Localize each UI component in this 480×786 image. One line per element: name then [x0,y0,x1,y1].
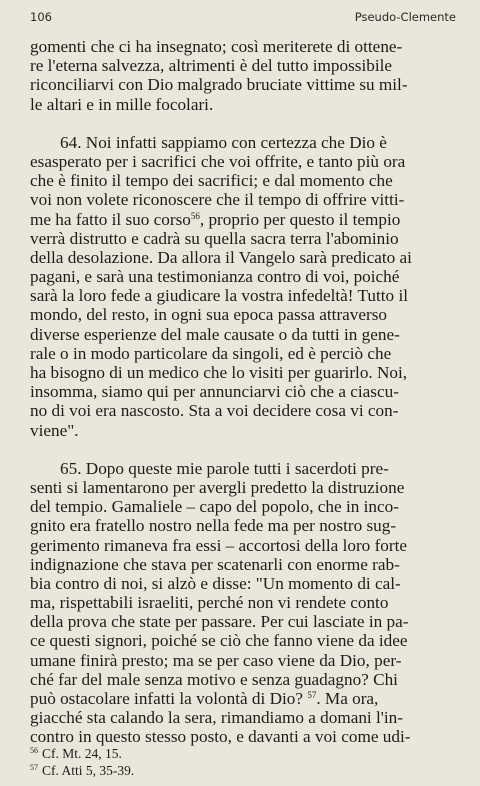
text-line: verrà distrutto e cadrà su quella sacra terra l'abominio [30,228,399,248]
text-line: voi non volete riconoscere che il tempo di offrire vitti- [30,190,405,210]
text-line: insomma, siamo qui per annunciarvi ciò che a ciascu- [30,382,399,402]
text-line: ma, rispettabili israeliti, perché non vi rendete conto [30,593,389,613]
text-line: le altari e in mille focolari. [30,94,214,114]
text-line: 65. Dopo queste mie parole tutti i sacerdoti pre- [60,458,389,478]
text-line: re l'eterna salvezza, altrimenti è del tutto impossibile [30,56,392,76]
text-line: ha bisogno di un medico che lo visiti per guarirlo. Noi, [30,363,408,382]
page-header [30,10,456,28]
footnote [30,762,460,779]
text-segment: . Ma ora, [316,689,379,708]
footnote-ref-57[interactable]: 57 [307,690,317,700]
text-line: viene". [30,420,79,440]
text-line: indignazione che stava per scatenarli con enorme rab- [30,554,400,574]
footnote-ref-56[interactable]: 56 [190,210,200,221]
text-line: umane finirà presto; ma se per caso viene da Dio, per- [30,650,402,670]
text-line: no di voi era nascosto. Sta a voi decidere cosa vi con- [30,401,399,421]
text-segment: può ostacolare infatti la volontà di Dio? [30,689,304,708]
text-line: sarà la loro fede a giudicare la vostra infedeltà! Tutto il [30,286,408,306]
text-line: pagani, e sarà una testimonianza contro di voi, poiché [30,267,400,287]
text-line [30,210,462,229]
text-line: 64. Noi infatti sappiamo con certezza che Dio è [60,132,387,152]
text-line: ce questi signori, poiché se ciò che fanno viene da idee [30,631,408,651]
footnotes [30,745,460,779]
page-number: 106 [30,10,52,24]
text-segment: , proprio per questo il tempio [199,209,401,229]
text-line: ché far del male senza motivo e senza guadagno? Chi [30,669,398,689]
text-line: senti si lamentarono per avergli predetto la distruzione [30,477,405,497]
text-line: della desolazione. Da allora il Vangelo sarà predicato ai [30,247,412,267]
footnote-number: 57 [30,763,38,772]
text-line: rale o in modo particolare da singoli, ed è perciò che [30,343,392,363]
text-line: giacché sta calando la sera, rimandiamo a domani l'in- [30,708,403,728]
footnote-number: 56 [30,746,38,755]
text-line: gerimento rimaneva fra essi – accortosi della loro forte [30,535,408,555]
text-line: gomenti che ci ha insegnato; così meriterete di ottene- [30,37,403,56]
running-title: Pseudo-Clemente [354,10,456,24]
text-line: esasperato per i sacrifici che voi offrite, e tanto più ora [30,151,406,171]
text-line: della prova che state per passare. Per cui lasciate in pa- [30,612,409,632]
body-text [30,37,462,747]
footnote-text: Cf. Mt. 24, 15. [42,746,122,761]
text-line: mondo, del resto, in ogni sua epoca passa attraverso [30,305,388,325]
footnote [30,745,460,762]
text-line: contro in questo stesso posto, e davanti a voi come udi- [30,727,411,747]
text-line: bia contro di noi, si alzò e disse: "Un momento di cal- [30,573,401,593]
footnote-text: Cf. Atti 5, 35-39. [42,763,135,778]
text-line: diverse esperienze del male causate o da tutti in gene- [30,324,400,344]
text-line: del tempio. Gamaliele – capo del popolo, che in inco- [30,497,399,517]
text-line [30,689,462,708]
text-line: riconciliarvi con Dio malgrado bruciate vittime su mil- [30,75,408,95]
text-line: gnito era fratello nostro nella fede ma per nostro sug- [30,516,397,536]
text-line: che è finito il tempo dei sacrifici; e dal momento che [30,171,393,191]
text-segment: me ha fatto il suo corso [30,209,191,229]
